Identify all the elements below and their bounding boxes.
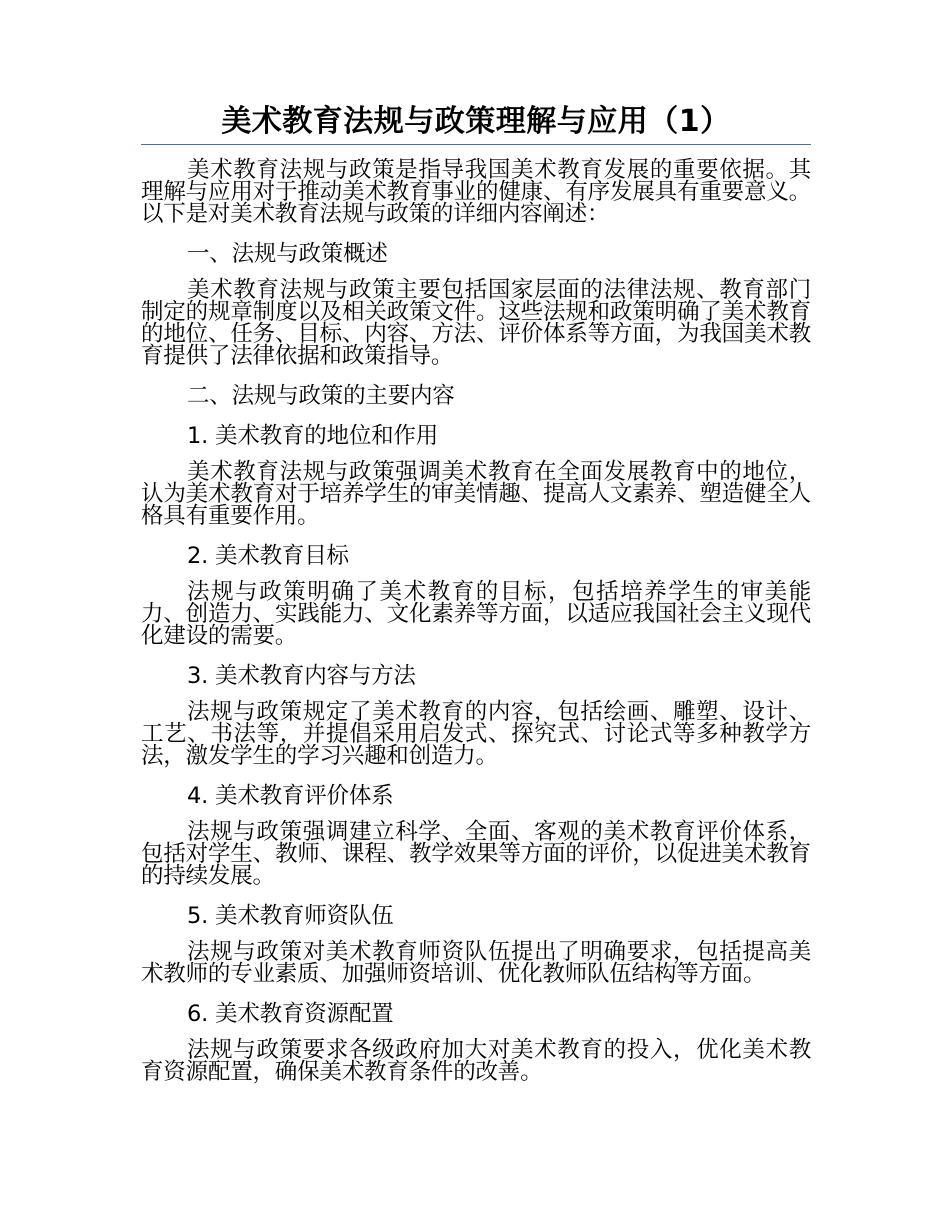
item1-paragraph: 美术教育法规与政策强调美术教育在全面发展教育中的地位，认为美术教育对于培养学生的审美情趣、提高人文素养、塑造健全人格具有重要作用。	[141, 459, 811, 529]
section1-paragraph: 美术教育法规与政策主要包括国家层面的法律法规、教育部门制定的规章制度以及相关政策文件。这些法规和政策明确了美术教育的地位、任务、目标、内容、方法、评价体系等方面，为我国美术教育提供了法律依据和政策指导。	[141, 277, 811, 369]
item1-heading: 1. 美术教育的地位和作用	[187, 423, 439, 449]
section1-heading: 一、法规与政策概述	[187, 241, 388, 267]
section2-heading: 二、法规与政策的主要内容	[187, 383, 455, 409]
item4-heading: 4. 美术教育评价体系	[187, 783, 394, 809]
item5-paragraph: 法规与政策对美术教育师资队伍提出了明确要求，包括提高美术教师的专业素质、加强师资培训、优化教师队伍结构等方面。	[141, 939, 811, 987]
item4-paragraph: 法规与政策强调建立科学、全面、客观的美术教育评价体系，包括对学生、教师、课程、教学效果等方面的评价，以促进美术教育的持续发展。	[141, 819, 811, 889]
intro-paragraph: 美术教育法规与政策是指导我国美术教育发展的重要依据。其理解与应用对于推动美术教育事业的健康、有序发展具有重要意义。以下是对美术教育法规与政策的详细内容阐述：	[141, 157, 811, 227]
document-page	[141, 100, 811, 1097]
item6-paragraph: 法规与政策要求各级政府加大对美术教育的投入，优化美术教育资源配置，确保美术教育条件的改善。	[141, 1037, 811, 1085]
item5-heading: 5. 美术教育师资队伍	[187, 903, 394, 929]
item6-heading: 6. 美术教育资源配置	[187, 1001, 394, 1027]
item2-heading: 2. 美术教育目标	[187, 543, 349, 569]
document-title: 美术教育法规与政策理解与应用（1）	[221, 104, 731, 139]
item3-heading: 3. 美术教育内容与方法	[187, 663, 416, 689]
item3-paragraph: 法规与政策规定了美术教育的内容，包括绘画、雕塑、设计、工艺、书法等，并提倡采用启发式、探究式、讨论式等多种教学方法，激发学生的学习兴趣和创造力。	[141, 699, 811, 769]
item2-paragraph: 法规与政策明确了美术教育的目标，包括培养学生的审美能力、创造力、实践能力、文化素养等方面，以适应我国社会主义现代化建设的需要。	[141, 579, 811, 649]
title-underline	[141, 144, 811, 145]
